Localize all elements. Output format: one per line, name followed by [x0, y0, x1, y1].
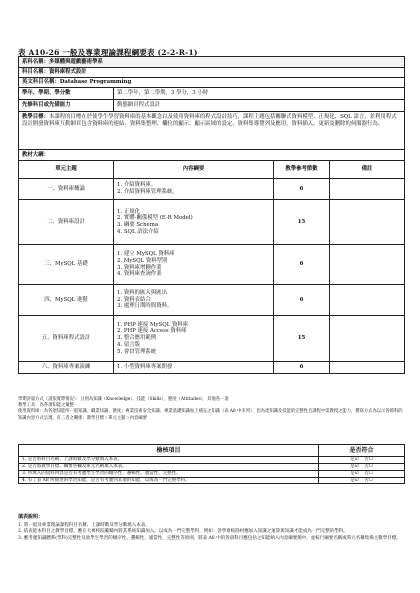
content-item: 1. 建立 MySQL 資料庫	[117, 251, 175, 257]
note-line: 學期評量方式（請依實際情況）：分別為知識（Knowledge）、技能（Skills）、態度（Attitudes）、其他各一項	[18, 397, 229, 402]
instruction-line: 3. 應考慮知識體系(學科)完整性及欲學生學習的順序性、邏輯性、適當性，完整性等原則，將表 A8 中的各項科目應包括之知能納入內容綱要簡中，並較行綱要名稱或單元名稱集場主數學目標。	[18, 536, 401, 541]
content-item: 2. MySQL 資料型別	[117, 257, 168, 264]
check-row	[19, 477, 405, 484]
col-content: 內容綱要	[114, 161, 274, 179]
content-item: 1. PHP 連接 MySQL 資料庫	[117, 321, 189, 328]
check-header-item: 檢核項目	[19, 445, 319, 457]
instructions-block	[18, 514, 404, 543]
check-row	[19, 470, 405, 477]
material-label: 教材大綱：	[19, 150, 405, 161]
table-row	[19, 245, 405, 285]
unit-hours: 6	[274, 245, 330, 285]
content-item: 4. 資料庫查詢作業	[117, 271, 162, 278]
checklist-table	[18, 444, 405, 484]
unit-hours: 6	[274, 362, 330, 374]
check-result	[319, 463, 405, 470]
instruction-line: 1. 將一般及專業理論課程科目名稱、上課時數及學分數填入本表。	[18, 522, 150, 528]
content-item: 1. 資料的匯入與匯出	[117, 289, 167, 296]
unit-remark	[330, 245, 405, 285]
check-result	[319, 457, 405, 464]
instruction-line: 2. 依表能本科目之教學目標，應在大專校院範疇內將其系統知識加入，以成為一門完整學科，例如：善學會較除材應加入知識之運算與知識才能成為一門完整的學科。	[18, 529, 348, 535]
objective-label: 教學目標：	[22, 114, 49, 120]
content-item: 3. 處理日期時間資料。	[117, 303, 173, 310]
table-row	[19, 200, 405, 245]
objective-cell	[19, 112, 405, 150]
course-outline-table	[18, 56, 405, 374]
no-checkbox[interactable]: 否☐	[364, 457, 373, 462]
notes-block	[18, 397, 404, 422]
content-item: 2. 介紹資料庫管理系統。	[117, 189, 178, 195]
yes-checkbox[interactable]: 是☑	[350, 457, 359, 462]
check-result	[319, 470, 405, 477]
col-remark: 備註	[330, 161, 405, 179]
unit-remark	[330, 179, 405, 200]
unit-hours: 15	[274, 316, 330, 362]
content-item: 3. 綱要 Schema	[117, 222, 159, 228]
unit-content	[114, 362, 274, 374]
check-result	[319, 477, 405, 484]
prereq-label: 先修科目或先備能力	[19, 100, 114, 112]
table-row	[19, 316, 405, 362]
check-item: 1. 是否將科目名稱、上課時數及學分數填入本表。	[19, 457, 319, 464]
check-row	[19, 457, 405, 464]
check-item: 3. 所填入的資料內容是否有考慮學生學習的順序性、邏輯性、適當性、完整性。	[19, 470, 319, 477]
unit-content	[114, 245, 274, 285]
course-name-en: 英文科目名稱：Database Programming	[19, 78, 405, 88]
check-item: 2. 是否將教學目標、綱要各欄及單元名稱填入本表。	[19, 463, 319, 470]
unit-name: 一、資料庫概論	[19, 179, 114, 200]
table-row	[19, 362, 405, 374]
year-label: 學年、學期、學分數	[19, 88, 114, 100]
unit-remark	[330, 200, 405, 245]
year-value: 第二學年，第二學期，3 學分，3 小時	[114, 88, 405, 100]
unit-content	[114, 316, 274, 362]
content-item: 4. 留言版	[117, 341, 141, 348]
col-unit: 單元主題	[19, 161, 114, 179]
unit-remark	[330, 316, 405, 362]
note-line: 使用資料庫：為各項知能所一般知識、職業知識、態度；專業技術安全知識；專業基礎知識加上補充之知識（表 A8 中未列）、但為達知識及技能的完整性且課程中需教授之能力，撰寫方式為以示各節科的知識內容方式呈現，有三者之關係：教學目標＞單元主題＞內容綱要	[18, 409, 403, 421]
no-checkbox[interactable]: 否☐	[364, 470, 373, 476]
unit-hours: 6	[274, 179, 330, 200]
unit-content	[114, 200, 274, 245]
unit-name: 四、MySQL 進階	[19, 285, 114, 316]
content-item: 2. 實體-關係模型 (E-R Model)	[117, 215, 193, 222]
yes-checkbox[interactable]: 是☑	[350, 463, 359, 469]
table-title: 表 A10-26 一般及專業理論課程綱要表 (2-2-R-1)	[18, 48, 198, 57]
no-checkbox[interactable]: 否☐	[364, 463, 373, 469]
table-row	[19, 285, 405, 316]
unit-name: 六、資料庫專案演練	[19, 362, 114, 374]
content-item: 2. 資料表結合	[117, 296, 151, 303]
course-name-cn: 科目名稱：資料庫程式設計	[19, 68, 405, 78]
note-line: 教學工具：為各項知能之彙整	[18, 403, 74, 409]
unit-hours: 6	[274, 285, 330, 316]
table-row	[19, 179, 405, 200]
instructions-heading: 填表說明：	[18, 514, 44, 520]
prereq-value: 動態網頁程式設計	[114, 100, 405, 112]
check-row	[19, 463, 405, 470]
col-hours: 教學參考節數	[274, 161, 330, 179]
no-checkbox[interactable]: 否☐	[364, 477, 373, 483]
yes-checkbox[interactable]: 是☑	[350, 470, 359, 476]
unit-name: 五、資料庫程式設計	[19, 316, 114, 362]
content-item: 5. 會員管理系統	[117, 348, 157, 355]
check-item: 4. 有了表 A8 所描述的學習知能，是否有考慮到其他的知能，以成為一門完整學科。	[19, 477, 319, 484]
content-item: 3. 整合應用範例	[117, 335, 157, 342]
content-item: 3. 資料庫增刪作業	[117, 264, 162, 271]
unit-remark	[330, 285, 405, 316]
unit-name: 三、MySQL 基礎	[19, 245, 114, 285]
yes-checkbox[interactable]: 是☑	[350, 477, 359, 483]
content-item: 1. 介紹資料庫。	[117, 182, 157, 189]
unit-name: 二、資料庫設計	[19, 200, 114, 245]
unit-content	[114, 179, 274, 200]
content-item: 4. SQL 語法介紹	[117, 228, 159, 235]
content-item: 1. 小型資料庫專案開發	[117, 364, 173, 371]
unit-content	[114, 285, 274, 316]
department-name: 系科名稱：多媒體與遊戲藝術學系	[19, 57, 405, 68]
unit-remark	[330, 362, 405, 374]
check-header-result: 是否符合	[319, 445, 405, 457]
content-item: 1. 正規化	[117, 208, 141, 215]
content-item: 2. PHP 連接 Access 資料庫	[117, 328, 187, 335]
objective-text: 本課程的目標在於使學生學習資料庫的基本觀念以及使用資料庫的程式設計技巧，課程主題包括關聯式資料模型、正規化、SQL 語言，並利用程式設計開發資料庫互動網頁包含資料庫的連結、資料集整理、欄位的顯示、顯示區域的設定、資料集導覽列及應用，資料插入、更新及刪除的伺服器行為。	[22, 114, 397, 127]
unit-hours: 15	[274, 200, 330, 245]
